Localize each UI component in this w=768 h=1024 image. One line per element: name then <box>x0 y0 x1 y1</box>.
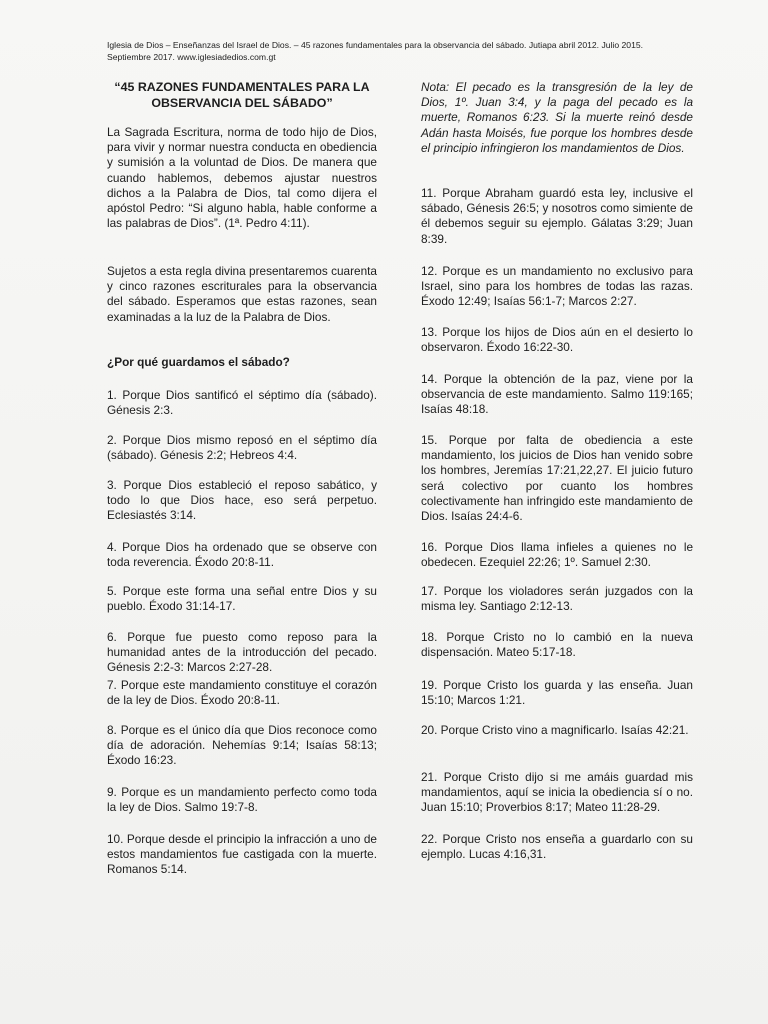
list-item: 11. Porque Abraham guardó esta ley, inclusive el sábado, Génesis 26:5; y nosotros como simiente de él debemos seguir su ejemplo. Gálatas 3:29; Juan 8:39. <box>421 186 693 246</box>
list-item: 6. Porque fue puesto como reposo para la humanidad antes de la introducción del pecado. Génesis 2:2-3: Marcos 2:27-28. <box>107 630 377 675</box>
list-item: 14. Porque la obtención de la paz, viene por la observancia de este mandamiento. Salmo 119:165; Isaías 48:18. <box>421 372 693 417</box>
header-line-2: Septiembre 2017. www.iglesiadedios.com.gt <box>107 51 276 62</box>
list-item: 12. Porque es un mandamiento no exclusivo para Israel, sino para los hombres de todas las razas. Éxodo 12:49; Isaías 56:1-7; Marcos 2:27. <box>421 264 693 309</box>
list-item: 2. Porque Dios mismo reposó en el séptimo día (sábado). Génesis 2:2; Hebreos 4:4. <box>107 433 377 463</box>
page-header <box>107 40 667 63</box>
intro-paragraph-2: Sujetos a esta regla divina presentaremos cuarenta y cinco razones escriturales para la observancia del sábado. Esperamos que estas razones, sean examinadas a la luz de la Palabra de Dios. <box>107 264 377 324</box>
list-item: 7. Porque este mandamiento constituye el corazón de la ley de Dios. Éxodo 20:8-11. <box>107 678 377 708</box>
list-item: 19. Porque Cristo los guarda y las enseña. Juan 15:10; Marcos 1:21. <box>421 678 693 708</box>
list-item: 1. Porque Dios santificó el séptimo día (sábado). Génesis 2:3. <box>107 388 377 418</box>
list-item: 3. Porque Dios estableció el reposo sabático, y todo lo que Dios hace, eso será perpetuo. Eclesiastés 3:14. <box>107 478 377 523</box>
list-item: 13. Porque los hijos de Dios aún en el desierto lo observaron. Éxodo 16:22-30. <box>421 325 693 355</box>
list-item: 9. Porque es un mandamiento perfecto como toda la ley de Dios. Salmo 19:7-8. <box>107 785 377 815</box>
document-title <box>107 80 377 111</box>
list-item: 20. Porque Cristo vino a magnificarlo. Isaías 42:21. <box>421 723 689 737</box>
list-item: 17. Porque los violadores serán juzgados con la misma ley. Santiago 2:12-13. <box>421 584 693 614</box>
list-item: 18. Porque Cristo no lo cambió en la nueva dispensación. Mateo 5:17-18. <box>421 630 693 660</box>
title-line-1: “45 RAZONES FUNDAMENTALES PARA LA <box>114 80 370 94</box>
title-line-2: OBSERVANCIA DEL SÁBADO” <box>151 95 333 110</box>
list-item: 10. Porque desde el principio la infracción a uno de estos mandamientos fue castigada con la muerte. Romanos 5:14. <box>107 832 377 877</box>
list-item: 21. Porque Cristo dijo si me amáis guardad mis mandamientos, aquí se inicia la obediencia sí o no. Juan 15:10; Proverbios 8:17; Mateo 11:28-29. <box>421 770 693 815</box>
list-item: 5. Porque este forma una señal entre Dios y su pueblo. Éxodo 31:14-17. <box>107 584 377 614</box>
list-item: 22. Porque Cristo nos enseña a guardarlo con su ejemplo. Lucas 4:16,31. <box>421 832 693 862</box>
note-paragraph: Nota: El pecado es la transgresión de la ley de Dios, 1º. Juan 3:4, y la paga del pecado es la muerte, Romanos 6:23. Si la muerte reinó desde Adán hasta Moisés, fue porque los hombres desde el principio infringieron los mandamientos de Dios. <box>421 80 693 155</box>
section-subheading: ¿Por qué guardamos el sábado? <box>107 355 290 369</box>
list-item: 8. Porque es el único día que Dios reconoce como día de adoración. Nehemías 9:14; Isaías 58:13; Éxodo 16:23. <box>107 723 377 768</box>
list-item: 16. Porque Dios llama infieles a quienes no le obedecen. Ezequiel 22:26; 1º. Samuel 2:30. <box>421 540 693 570</box>
header-line-1: Iglesia de Dios – Enseñanzas del Israel de Dios. – 45 razones fundamentales para la observancia del sábado. Jutiapa abril 2012. Julio 2015. <box>107 40 644 50</box>
list-item: 4. Porque Dios ha ordenado que se observe con toda reverencia. Éxodo 20:8-11. <box>107 540 377 570</box>
intro-paragraph-1: La Sagrada Escritura, norma de todo hijo de Dios, para vivir y normar nuestra conducta en obediencia y sumisión a la voluntad de Dios. De manera que cuando hablemos, debemos ajustar nuestros dichos a la Palabra de Dios, tal como dijera el apóstol Pedro: “Si alguno habla, hable conforme a las palabras de Dios”. (1ª. Pedro 4:11). <box>107 125 377 231</box>
list-item: 15. Porque por falta de obediencia a este mandamiento, los juicios de Dios han venido sobre los hombres, Jeremías 17:21,22,27. El juicio futuro será colectivo por cuanto los hombres colectivamente han infringido este mandamiento de Dios. Isaías 24:4-6. <box>421 433 693 524</box>
